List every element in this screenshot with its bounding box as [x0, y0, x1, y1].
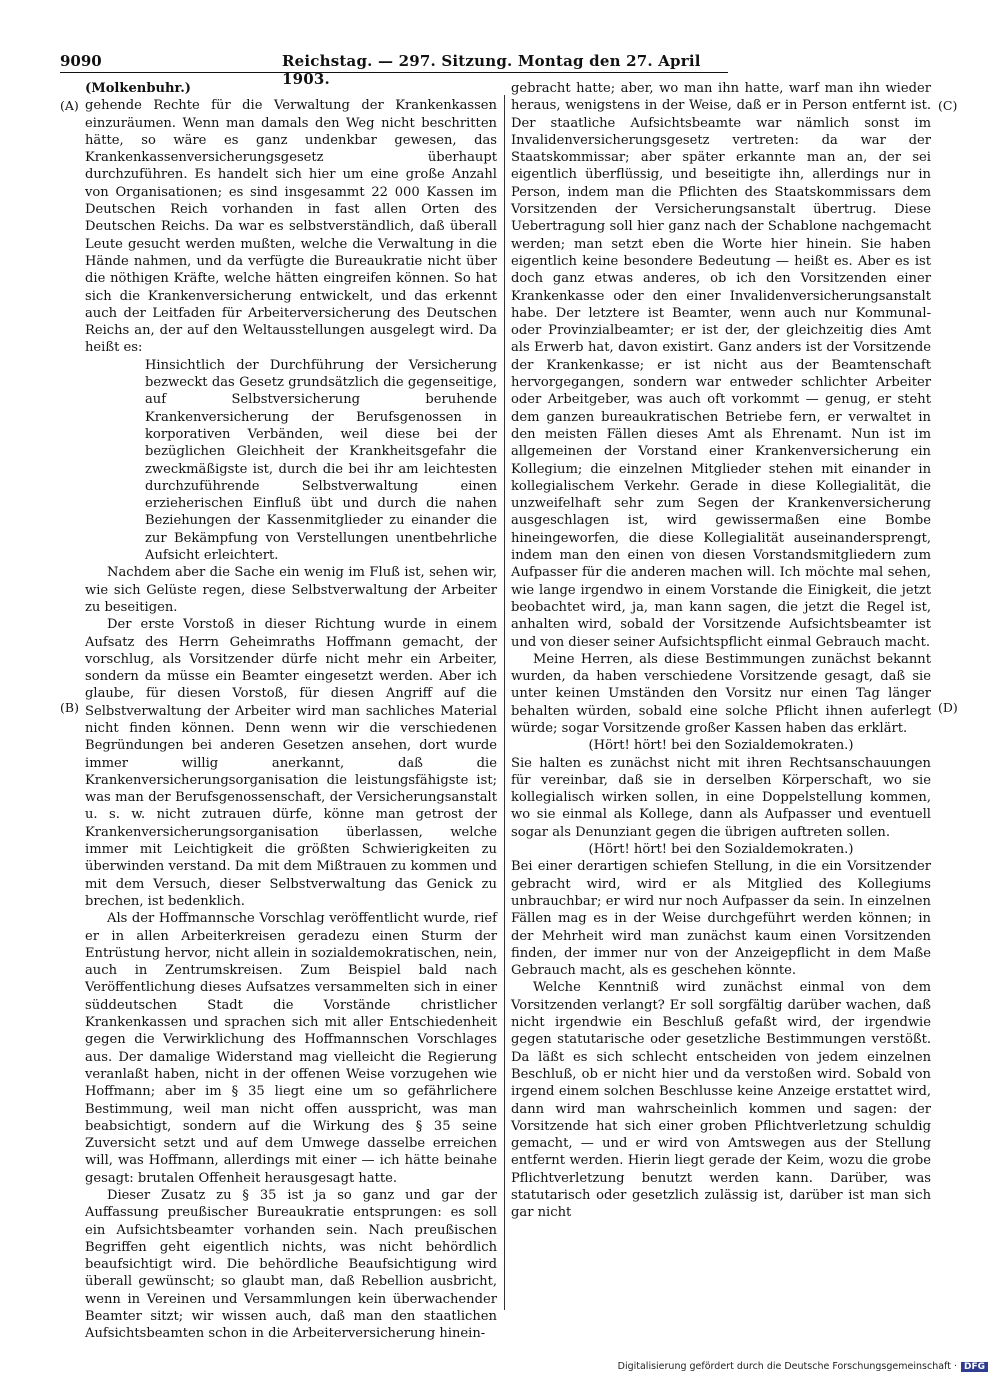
paragraph: Als der Hoffmannsche Vorschlag veröffentlicht wurde, rief er in allen Arbeiterkreisen geradezu einen Sturm der Entrüstung hervor, nicht allein in sozialdemokratischen, nein, auch in Zentrumskreisen. Zum Beispiel bald nach Veröffentlichung dieses Aufsatzes versammelten sich in einer süddeutschen Stadt die Vorstände christlicher Krankenkassen und sprachen sich mit aller Entschiedenheit gegen die Verwirklichung des Hoffmannschen Vorschlages aus. Der damalige Widerstand mag vielleicht die Regierung veranlaßt haben, nicht in der offenen Weise vorzugehen wie Hoffmann; aber im § 35 liegt eine um so gefährlichere Bestimmung, weil man nicht offen ausspricht, was man beabsichtigt, sondern auf die Wirkung des § 35 seine Zuversicht setzt und auf dem Umwege dasselbe erreichen will, was Hoffmann, allerdings mit einer — ich hätte beinahe gesagt: brutalen Offenheit herausgesagt hatte. — [85, 911, 497, 1186]
interjection: (Hört! hört! bei den Sozialdemokraten.) — [588, 738, 854, 754]
digitization-credit — [618, 1361, 988, 1372]
margin-marker-c: (C) — [938, 98, 958, 113]
paragraph: Sie halten es zunächst nicht mit ihren Rechtsanschauungen für vereinbar, daß sie in derselben Körperschaft, wo sie kollegialisch wirken sollen, in eine Doppelstellung kommen, wo sie einmal als Kollege, dann als Aufpasser und eventuell sogar als Denunziant gegen die übrigen auftreten sollen. — [511, 755, 931, 840]
paragraph: gehende Rechte für die Verwaltung der Krankenkassen einzuräumen. Wenn man damals den Weg nicht beschritten hätte, so wäre es ganz undenkbar gewesen, das Krankenkassenversicherungsgesetz überhaupt durchzuführen. Es handelt sich hier um eine große Anzahl von Organisationen; es sind insgesammt 22 000 Kassen im Deutschen Reich vorhanden in fast allen Orten des Deutschen Reichs. Da war es selbstverständlich, daß überall Leute gesucht werden mußten, welche die Verwaltung in die Hände nahmen, und da verfügte die Bureaukratie nicht über die nöthigen Kräfte, welche hätten eingreifen können. So hat sich die Krankenversicherung entwickelt, und das erkennt auch der Leitfaden für Arbeiterversicherung des Deutschen Reichs an, der auf den Weltausstellungen ausgelegt wird. Da heißt es: — [85, 98, 497, 356]
paragraph: Welche Kenntniß wird zunächst einmal von dem Vorsitzenden verlangt? Er soll sorgfältig darüber wachen, daß nicht irgendwie ein Beschluß gefaßt wird, der irgendwie gegen statutarische oder gesetzliche Bestimmungen verstößt. Da läßt es sich schlecht entscheiden von jedem einzelnen Beschluß, ob er nicht hier und da verstoßen wird. Sobald von irgend einem solchen Beschlusse keine Anzeige erstattet wird, dann wird man wahrscheinlich kommen und sagen: der Vorsitzende hat sich einer groben Pflichtverletzung schuldig gemacht, — und er wird von Amtswegen aus der Stellung entfernt werden. Hierin liegt gerade der Keim, wozu die grobe Pflichtverletzung benutzt werden kann. Darüber, was statutarisch oder gesetzlich zulässig ist, darüber ist man sich gar nicht — [511, 980, 931, 1221]
paragraph: Der erste Vorstoß in dieser Richtung wurde in einem Aufsatz des Herrn Geheimraths Hoffmann gemacht, der vorschlug, als Vorsitzender dürfe nicht mehr ein Arbeiter, sondern da müsse ein Beamter eingesetzt werden. Aber ich glaube, für diesen Vorstoß, für diesen Angriff auf die Selbstverwaltung der Arbeiter wird man sachliches Material nicht finden können. Denn wenn wir die verschiedenen Begründungen bei anderen Gesetzen ansehen, dort wurde immer willig anerkannt, daß die Krankenversicherungsorganisation die leistungsfähigste ist; was man der Berufsgenossenschaft, der Versicherungsanstalt u. s. w. nicht zutrauen dürfe, könne man getrost der Krankenversicherungsorganisation überlassen, welche immer mit Leichtigkeit die größten Schwierigkeiten zu überwinden verstand. Da mit dem Mißtrauen zu kommen und mit dem Versuch, dieser Selbstverwaltung das Genick zu brechen, ist bedenklich. — [85, 617, 497, 909]
left-column — [85, 80, 497, 1342]
dfg-logo: DFG — [961, 1362, 988, 1372]
column-divider — [504, 95, 505, 1310]
credit-text: Digitalisierung gefördert durch die Deutsche Forschungsgemeinschaft · — [617, 1361, 957, 1372]
interjection: (Hört! hört! bei den Sozialdemokraten.) — [588, 842, 854, 858]
block-quote: Hinsichtlich der Durchführung der Versicherung bezweckt das Gesetz grundsätzlich die gegenseitige, auf Selbstversicherung beruhende Krankenversicherung der Berufsgenossen in korporativen Verbänden, weil diese bei der bezüglichen Gleichheit der Krankheitsgefahr die zweckmäßigste ist, durch die bei ihr am leichtesten durchzuführende Selbstverwaltung einen erzieherischen Einfluß übt und durch die nahen Beziehungen der Kassenmitglieder zu einander die zur Bekämpfung von Verstellungen unentbehrliche Aufsicht erleichtert. — [145, 357, 497, 564]
margin-marker-b: (B) — [60, 700, 79, 715]
paragraph: Meine Herren, als diese Bestimmungen zunächst bekannt wurden, da haben verschiedene Vorsitzende gesagt, daß sie unter keinen Umständen den Vorsitz nur einen Tag länger behalten würden, sobald eine solche Pflicht ihnen auferlegt würde; sogar Vorsitzende großer Kassen haben das erklärt. — [511, 651, 931, 736]
paragraph: Dieser Zusatz zu § 35 ist ja so ganz und gar der Auffassung preußischer Bureaukratie entsprungen: es soll ein Aufsichtsbeamter vorhanden sein. Nach preußischen Begriffen geht eigentlich nichts, was nicht behördlich beaufsichtigt wird. Die behördliche Beaufsichtigung wird überall gewünscht; so glaubt man, daß Rebellion ausbricht, wenn in Vereinen und Versammlungen kein überwachender Beamter sitzt; wir wissen auch, daß man den staatlichen Aufsichtsbeamten schon in die Arbeiterversicherung hinein- — [85, 1188, 497, 1342]
paragraph: Bei einer derartigen schiefen Stellung, in die ein Vorsitzender gebracht wird, wird er als Mitglied des Kollegiums unbrauchbar; er wird nur noch Aufpasser da sein. In einzelnen Fällen mag es in der Weise durchgeführt werden können; in der Mehrheit wird man zunächst kaum einen Vorsitzenden finden, der immer nur von der Anzeigepflicht in dem Maße Gebrauch macht, als es geschehen könnte. — [511, 859, 931, 979]
right-column — [511, 80, 931, 1303]
running-title: Reichstag. — 297. Sitzung. Montag den 27. April 1903. — [282, 52, 701, 88]
margin-marker-a: (A) — [60, 98, 79, 113]
margin-marker-d: (D) — [938, 700, 958, 715]
speaker-name: (Molkenbuhr.) — [85, 81, 191, 96]
page-number: 9090 — [60, 52, 102, 70]
paragraph: gebracht hatte; aber, wo man ihn hatte, warf man ihn wieder heraus, wenigstens in der Weise, daß er in Person entfernt ist. Der staatliche Aufsichtsbeamte war nämlich sonst im Invalidenversicherungsgesetz vertreten: da war der Staatskommissar; aber später erkannte man an, der sei eigentlich überflüssig, und beseitigte ihn, allerdings nur in Person, indem man die Pflichten des Staatskommissars dem Vorsitzenden der Versicherungsanstalt übertrug. Diese Uebertragung soll hier ganz nach der Schablone nachgemacht werden; man setzt eben die Worte hier hinein. Sie haben eigentlich keine besondere Bedeutung — heißt es. Aber es ist doch ganz etwas anderes, ob ich den Vorsitzenden einer Krankenkasse oder den einer Invalidenversicherungsanstalt habe. Der letztere ist Beamter, wenn auch nur Kommunal- oder Provinzialbeamter; er ist der, der gleichzeitig dies Amt als Erwerb hat, davon existirt. Ganz anders ist der Vorsitzende der Krankenkasse; er ist nicht aus der Beamtenschaft hervorgegangen, sondern war entweder schlichter Arbeiter oder Arbeitgeber, was auch oft vorkommt — genug, er steht dem ganzen bureaukratischen Betriebe fern, er verwaltet in den meisten Fällen dieses Amt als Ehrenamt. Nun ist im allgemeinen der Vorstand einer Krankenversicherung ein Kollegium; die einzelnen Mitglieder stehen mit einander in kollegialischem Verkehr. Gerade in diese Kollegialität, die unzweifelhaft sehr zum Segen der Krankenversicherung ausgeschlagen ist, wird gewissermaßen eine Bombe hineingeworfen, die diese Kollegialität auseinandersprengt, indem man den einen von diesen Vorstandsmitgliedern zum Aufpasser für die anderen machen will. Ich möchte mal sehen, wie lange irgendwo in einem Vorstande die Einigkeit, die jetzt beobachtet wird, ja, man kann sagen, die jetzt die Regel ist, anhalten wird, sobald der Vorsitzende Aufsichtsbeamter ist und von dieser seiner Aufsichtspflicht einmal Gebrauch macht. — [511, 81, 931, 650]
page-header — [60, 50, 728, 88]
paragraph: Nachdem aber die Sache ein wenig im Fluß ist, sehen wir, wie sich Gelüste regen, diese Selbstverwaltung der Arbeiter zu beseitigen. — [85, 565, 497, 615]
